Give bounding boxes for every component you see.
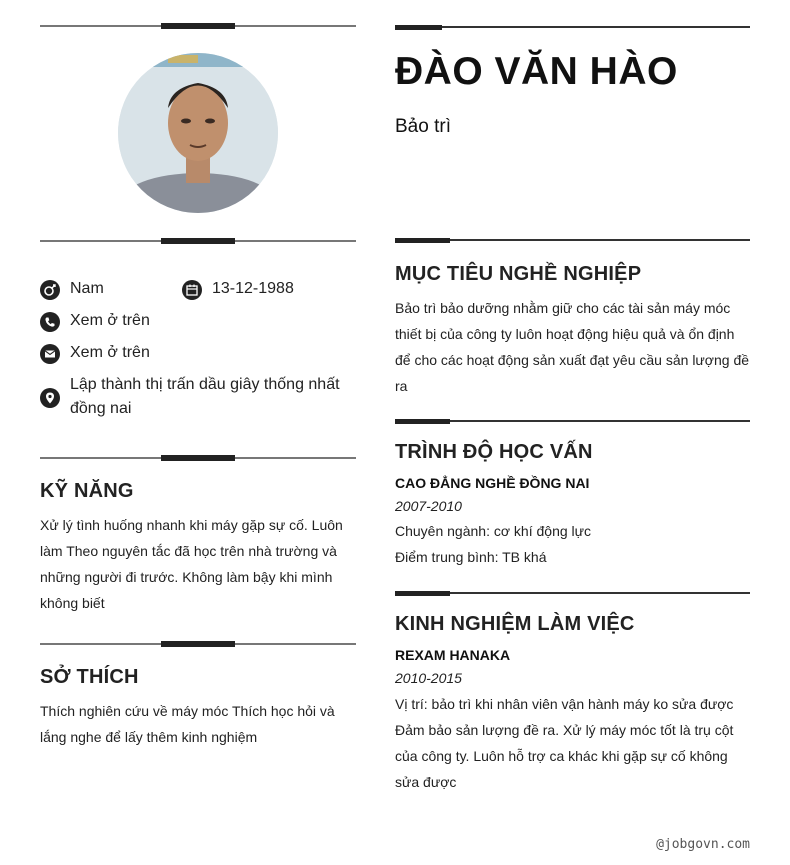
divider-skills — [40, 455, 356, 461]
divider-top-left — [40, 23, 356, 29]
skills-heading: KỸ NĂNG — [40, 480, 134, 502]
job-role: Bảo trì — [395, 116, 451, 137]
education-heading: TRÌNH ĐỘ HỌC VẤN — [395, 441, 593, 463]
gender-text: Nam — [70, 280, 104, 297]
address-line-2: đồng nai — [70, 400, 132, 417]
skills-line: Xử lý tình huống nhanh khi máy gặp sự cố. Luôn — [40, 517, 343, 533]
education-gpa: Điểm trung bình: TB khá — [395, 549, 547, 565]
hobbies-line: lắng nghe để lấy thêm kinh nghiệm — [40, 729, 258, 745]
education-period: 2007-2010 — [395, 498, 462, 514]
phone-text: Xem ở trên — [70, 312, 150, 329]
education-major: Chuyên ngành: cơ khí động lực — [395, 523, 592, 539]
skills-line: những người đi trước. Không làm bậy khi mình — [40, 569, 333, 585]
watermark-text: @jobgovn.com — [656, 837, 750, 852]
gender-icon — [40, 280, 60, 300]
birthdate-text: 13-12-1988 — [212, 280, 294, 297]
hobbies-heading: SỞ THÍCH — [40, 666, 139, 688]
skills-line: không biết — [40, 595, 105, 611]
calendar-icon — [182, 280, 202, 300]
experience-line: Đảm bảo sản lượng đề ra. Xử lý máy móc tốt là trụ cột — [395, 722, 734, 738]
objective-line: ra — [395, 378, 408, 394]
divider-objective — [395, 238, 750, 243]
objective-line: Bảo trì bảo dưỡng nhằm giữ cho các tài sản máy móc — [395, 300, 731, 316]
education-school: CAO ĐẲNG NGHỀ ĐỒNG NAI — [395, 475, 590, 491]
skills-line: làm Theo nguyên tắc đã học trên nhà trường và — [40, 543, 337, 559]
email-icon — [40, 344, 60, 364]
objective-line: để cho các hoạt động sản xuất đạt yêu cầu sản lượng đề — [395, 352, 750, 368]
divider-contact — [40, 238, 356, 244]
divider-experience — [395, 591, 750, 596]
objective-heading: MỤC TIÊU NGHỀ NGHIỆP — [395, 263, 642, 285]
divider-education — [395, 419, 750, 424]
divider-top-right — [395, 25, 750, 30]
experience-line: của công ty. Luôn hỗ trợ ca khác khi gặp sự cố không — [395, 748, 728, 764]
phone-icon — [40, 312, 60, 332]
address-line-1: Lập thành thị trấn dầu giây thống nhất — [70, 376, 340, 393]
experience-line: Vị trí: bảo trì khi nhân viên vận hành máy ko sửa được — [395, 696, 734, 712]
experience-heading: KINH NGHIỆM LÀM VIỆC — [395, 613, 635, 635]
objective-text — [395, 295, 750, 399]
experience-company: REXAM HANAKA — [395, 647, 511, 663]
experience-text — [395, 691, 750, 795]
address-text — [70, 373, 356, 421]
divider-hobbies — [40, 641, 356, 647]
avatar — [118, 53, 278, 213]
location-icon — [40, 388, 60, 408]
hobbies-line: Thích nghiên cứu về máy móc Thích học hỏi và — [40, 703, 335, 719]
experience-period: 2010-2015 — [395, 670, 462, 686]
person-name: ĐÀO VĂN HÀO — [395, 50, 678, 93]
hobbies-text — [40, 698, 356, 750]
skills-text — [40, 512, 356, 616]
experience-line: sửa được — [395, 774, 457, 790]
objective-line: thiết bị của công ty luôn hoạt động hiệu quả và ổn định — [395, 326, 735, 342]
email-text: Xem ở trên — [70, 344, 150, 361]
